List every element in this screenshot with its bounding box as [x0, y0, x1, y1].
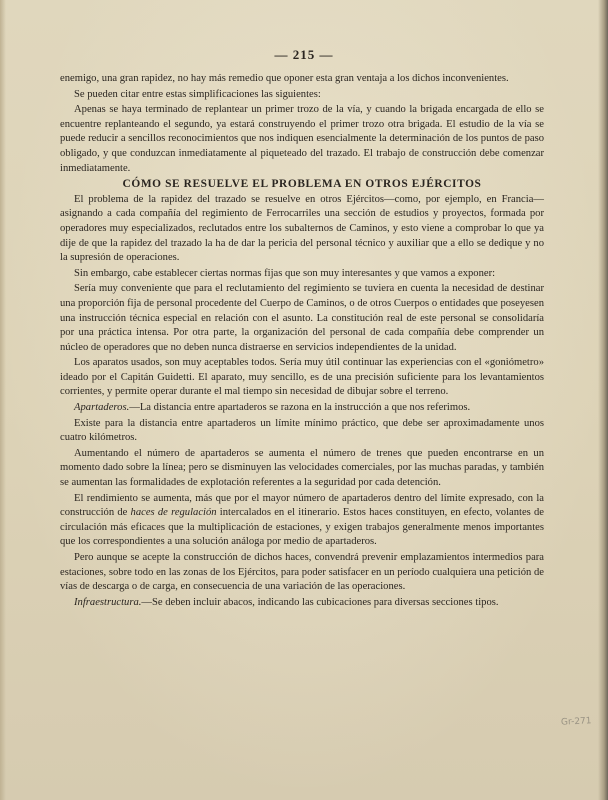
paragraph-norms: Sin embargo, cabe establecer ciertas normas fijas que son muy interesantes y que vamos a exponer: — [74, 267, 496, 279]
paragraph-minimum-distance: Existe para la distancia entre apartaderos un límite mínimo práctico, que debe ser aproximadamente unos cuatro kilómetros. — [60, 417, 544, 444]
paragraph-increase-sidings: Aumentando el número de apartaderos se aumenta el número de trenes que pueden encontrarse en un momento dado sobre la línea; pero se disminuyen las velocidades comerciales, por las muchas paradas, y también se aumentan las formalidades de explotación referentes a la seguridad por cada detención. — [60, 447, 544, 489]
apartaderos-lead: Apartaderos. — [74, 402, 130, 414]
paragraph-simplifications-body: Apenas se haya terminado de replantear un primer trozo de la vía, y cuando la brigada encargada de ello se encuentre replanteando el segundo, ya estará construyendo el primer trozo otra brigada. El estudio de la vía se puede reducir a sencillos reconocimientos que nos indiquen esencialmente la determinación de los puntos de paso obligado, y que conduzcan inmediatamente al piqueteado del trazado. El trabajo de construcción debe comenzar inmediatamente. — [60, 104, 544, 174]
infraestructura-lead: Infraestructura. — [74, 596, 142, 608]
page-edge-left — [0, 0, 6, 800]
body-text — [60, 72, 544, 610]
paragraph-problem: El problema de la rapidez del trazado se resuelve en otros Ejércitos—como, por ejemplo, en Francia—asignando a cada compañía del regimiento de Ferrocarriles una sección de estudios y proyectos, formada por operadores muy especializados, reclutados entre los subalternos de Caminos, y esto viene a comprobar lo que ya dije de que la rapidez del trazado la ha de dar la pericia del personal técnico y auxiliar que a ello se dedique y no la supresión de operaciones. — [60, 193, 544, 264]
paragraph-stations: Pero aunque se acepte la construcción de dichos haces, convendrá prevenir emplazamientos intermedios para estaciones, sobre todo en las zonas de los Ejércitos, para poder satisfacer en un período cualquiera una petición de vías de descarga o de carga, en consecuencia de una variación de las operaciones. — [60, 552, 544, 593]
paragraph-infraestructura — [60, 596, 544, 611]
paragraph-apparatus: Los aparatos usados, son muy aceptables todos. Sería muy útil continuar las experiencias con el «goniómetro» ideado por el Capitán Guidetti. El aparato, muy sencillo, es de una precisión suficiente para los levantamientos corrientes, y permite operar durante el mal tiempo sin necesidad de dibujar sobre el terreno. — [60, 357, 544, 398]
paragraph-continuation: enemigo, una gran rapidez, no hay más remedio que oponer esta gran ventaja a los dichos inconvenientes. — [60, 73, 509, 84]
performance-text-b: intercalados en el itinerario. Estos haces constituyen, en efecto, volantes de circulación más eficaces que la multiplicación de estaciones, y exigen trabajos generalmente menos importantes que los correspondientes a una solución análoga por medio de apartaderos. — [60, 507, 544, 548]
performance-text-a: El rendimiento se aumenta, más que por el mayor número de apartaderos dentro del límite expresado, con la construcción de — [60, 492, 544, 519]
apartaderos-text: —La distancia entre apartaderos se razona en la instrucción a que nos referimos. — [129, 402, 471, 414]
paragraph-apartaderos — [60, 401, 544, 416]
page-number: — 215 — — [274, 47, 334, 62]
paragraph-recruitment: Sería muy conveniente que para el reclutamiento del regimiento se tuviera en cuenta la necesidad de destinar una proporción fija de personal procedente del Cuerpo de Caminos, o de otros Cuerpos o entidades que poseyesen una instrucción técnica especial en relación con el asunto. La constitución real de este personal se consolidaría por una práctica intensa. Por otra parte, la organización del personal de cada compañía debe comprender un núcleo de operadores que no deben nunca distraerse en servicios independientes de la unidad. — [60, 283, 544, 353]
haces-de-regulacion: haces de regulación — [130, 507, 217, 519]
section-heading: CÓMO SE RESUELVE EL PROBLEMA EN OTROS EJÉRCITOS — [122, 178, 482, 191]
page-edge-right — [598, 0, 608, 800]
infraestructura-text: —Se deben incluir abacos, indicando las cubicaciones para diversas secciones tipos. — [141, 596, 499, 608]
pencil-annotation: Gr-271 — [561, 716, 593, 728]
paragraph-simplifications-intro: Se pueden citar entre estas simplificaciones las siguientes: — [74, 88, 321, 100]
paragraph-performance — [60, 492, 544, 550]
